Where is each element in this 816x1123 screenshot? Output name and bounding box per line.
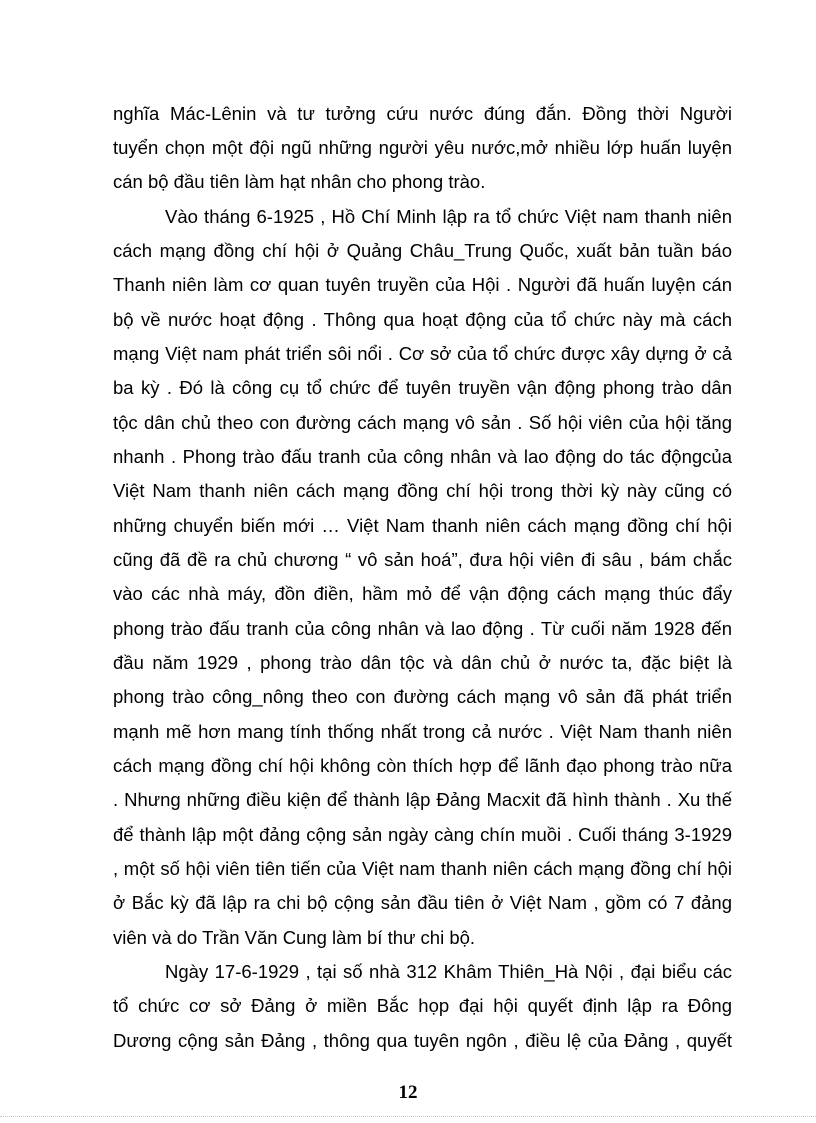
text-line: phong trào đấu tranh của công nhân và lao động . Từ cuối năm 1928 đến	[113, 618, 732, 639]
text-line: vào các nhà máy, đồn điền, hầm mỏ để vận động cách mạng thúc đẩy	[113, 583, 732, 604]
text-line: . Nhưng những điều kiện để thành lập Đảng Macxit đã hình thành . Xu thế	[113, 789, 732, 810]
text-line: để thành lập một đảng cộng sản ngày càng chín muồi . Cuối tháng 3-1929	[113, 824, 732, 845]
text-line: viên và do Trần Văn Cung làm bí thư chi bộ.	[113, 927, 476, 948]
text-line: cách mạng đồng chí hội ở Quảng Châu_Trung Quốc, xuất bản tuần báo	[113, 240, 732, 261]
text-line: đầu năm 1929 , phong trào dân tộc và dân chủ ở nước ta, đặc biệt là	[113, 652, 732, 673]
text-line: phong trào công_nông theo con đường cách mạng vô sản đã phát triển	[113, 686, 732, 707]
text-line: Thanh niên làm cơ quan tuyên truyền của Hội . Người đã huấn luyện cán	[113, 274, 732, 295]
text-line: Việt Nam thanh niên cách mạng đồng chí hội trong thời kỳ này cũng có	[113, 480, 732, 501]
text-line: cách mạng đồng chí hội không còn thích hợp để lãnh đạo phong trào nữa	[113, 755, 732, 776]
text-line: nhanh . Phong trào đấu tranh của công nhân và lao động do tác độngcủa	[113, 446, 732, 467]
text-line: nghĩa Mác-Lênin và tư tưởng cứu nước đúng đắn. Đồng thời Người	[113, 103, 732, 124]
paragraph-first-line: Vào tháng 6-1925 , Hồ Chí Minh lập ra tổ chức Việt nam thanh niên	[165, 206, 732, 227]
text-line: tuyển chọn một đội ngũ những người yêu nước,mở nhiều lớp huấn luyện	[113, 137, 732, 158]
text-line: bộ về nước hoạt động . Thông qua hoạt động của tổ chức này mà cách	[113, 309, 732, 330]
page-number: 12	[398, 1082, 418, 1103]
text-line: ở Bắc kỳ đã lập ra chi bộ cộng sản đầu tiên ở Việt Nam , gồm có 7 đảng	[113, 892, 732, 913]
text-line: Dương cộng sản Đảng , thông qua tuyên ngôn , điều lệ của Đảng , quyết	[113, 1030, 732, 1051]
text-line: ba kỳ . Đó là công cụ tổ chức để tuyên truyền vận động phong trào dân	[113, 377, 732, 398]
text-line: cán bộ đầu tiên làm hạt nhân cho phong trào.	[113, 171, 486, 192]
text-line: tộc dân chủ theo con đường cách mạng vô sản . Số hội viên của hội tăng	[113, 412, 732, 433]
text-line: cũng đã đề ra chủ chương “ vô sản hoá”, đưa hội viên đi sâu , bám chắc	[113, 549, 732, 570]
text-line: mạnh mẽ hơn mang tính thống nhất trong cả nước . Việt Nam thanh niên	[113, 721, 732, 742]
text-line: mạng Việt nam phát triển sôi nổi . Cơ sở của tổ chức được xây dựng ở cả	[113, 343, 732, 364]
page-bottom-divider	[0, 1116, 816, 1117]
text-line: những chuyển biến mới … Việt Nam thanh niên cách mạng đồng chí hội	[113, 515, 732, 536]
paragraph-first-line: Ngày 17-6-1929 , tại số nhà 312 Khâm Thiên_Hà Nội , đại biểu các	[165, 961, 732, 982]
text-line: tổ chức cơ sở Đảng ở miền Bắc họp đại hội quyết định lập ra Đông	[113, 995, 732, 1016]
text-line: , một số hội viên tiên tiến của Việt nam thanh niên cách mạng đồng chí hội	[113, 858, 732, 879]
